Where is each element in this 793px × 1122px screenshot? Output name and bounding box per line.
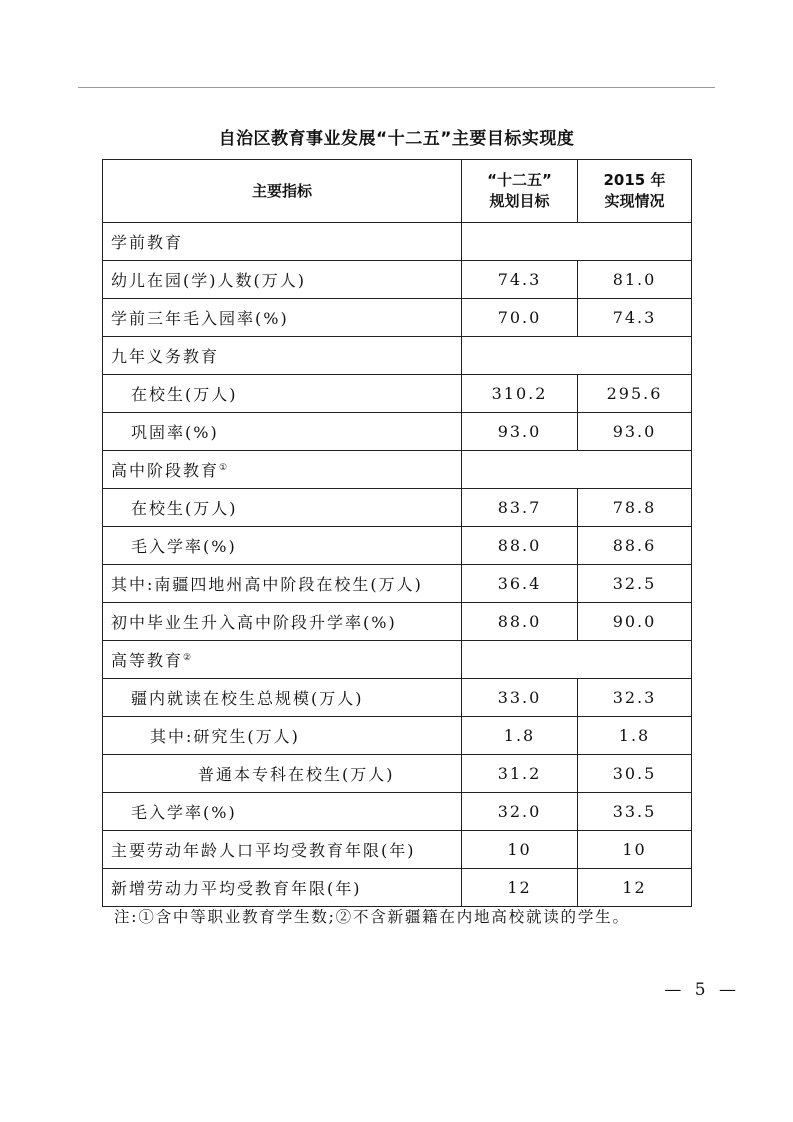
- target-value: 10: [462, 831, 578, 869]
- row-label: 在校生(万人): [103, 489, 462, 527]
- actual-value: 32.3: [578, 679, 692, 717]
- row-label: 毛入学率(%): [103, 793, 462, 831]
- row-label: 初中毕业生升入高中阶段升学率(%): [103, 603, 462, 641]
- header-actual: [578, 160, 692, 223]
- section-row: [103, 641, 692, 679]
- table-row: [103, 793, 692, 831]
- target-value: 31.2: [462, 755, 578, 793]
- row-label: 主要劳动年龄人口平均受教育年限(年): [103, 831, 462, 869]
- section-empty-cell: [462, 641, 692, 679]
- actual-value: 90.0: [578, 603, 692, 641]
- row-label: 学前三年毛入园率(%): [103, 299, 462, 337]
- actual-value: 30.5: [578, 755, 692, 793]
- row-label: 巩固率(%): [103, 413, 462, 451]
- table-row: [103, 299, 692, 337]
- actual-value: 33.5: [578, 793, 692, 831]
- table-row: [103, 375, 692, 413]
- actual-value: 12: [578, 869, 692, 907]
- header-actual-line2: 实现情况: [604, 192, 665, 210]
- target-value: 12: [462, 869, 578, 907]
- table-row: [103, 489, 692, 527]
- table-row: [103, 565, 692, 603]
- row-label: 其中:南疆四地州高中阶段在校生(万人): [103, 565, 462, 603]
- actual-value: 74.3: [578, 299, 692, 337]
- actual-value: 78.8: [578, 489, 692, 527]
- row-label: 高等教育②: [103, 641, 462, 679]
- actual-value: 88.6: [578, 527, 692, 565]
- target-value: 83.7: [462, 489, 578, 527]
- row-label: 高中阶段教育①: [103, 451, 462, 489]
- actual-value: 81.0: [578, 261, 692, 299]
- document-title: 自治区教育事业发展“十二五”主要目标实现度: [218, 129, 575, 149]
- target-value: 33.0: [462, 679, 578, 717]
- actual-value: 32.5: [578, 565, 692, 603]
- header-rule: [78, 87, 715, 88]
- target-value: 88.0: [462, 527, 578, 565]
- table-row: [103, 869, 692, 907]
- target-value: 93.0: [462, 413, 578, 451]
- actual-value: 93.0: [578, 413, 692, 451]
- target-value: 310.2: [462, 375, 578, 413]
- header-target-line1: “十二五”: [487, 171, 552, 189]
- page-number: — 5 —: [664, 980, 740, 1000]
- table-row: [103, 831, 692, 869]
- table-row: [103, 261, 692, 299]
- section-empty-cell: [462, 337, 692, 375]
- section-empty-cell: [462, 223, 692, 261]
- table-footnote: 注:①含中等职业教育学生数;②不含新疆籍在内地高校就读的学生。: [114, 908, 630, 926]
- row-label: 普通本专科在校生(万人): [103, 755, 462, 793]
- row-label: 学前教育: [103, 223, 462, 261]
- section-row: [103, 223, 692, 261]
- target-value: 32.0: [462, 793, 578, 831]
- target-value: 1.8: [462, 717, 578, 755]
- section-empty-cell: [462, 451, 692, 489]
- table-row: [103, 717, 692, 755]
- row-label: 疆内就读在校生总规模(万人): [103, 679, 462, 717]
- table-row: [103, 755, 692, 793]
- education-goals-table: [102, 159, 692, 907]
- footnote-marker: ①: [219, 463, 228, 473]
- row-label: 新增劳动力平均受教育年限(年): [103, 869, 462, 907]
- header-target: [462, 160, 578, 223]
- footnote-marker: ②: [183, 653, 192, 663]
- table-row: [103, 603, 692, 641]
- header-indicator: 主要指标: [103, 160, 462, 223]
- target-value: 74.3: [462, 261, 578, 299]
- section-row: [103, 337, 692, 375]
- header-target-line2: 规划目标: [489, 192, 550, 210]
- actual-value: 10: [578, 831, 692, 869]
- actual-value: 1.8: [578, 717, 692, 755]
- header-actual-line1: 2015 年: [603, 171, 666, 189]
- target-value: 70.0: [462, 299, 578, 337]
- target-value: 88.0: [462, 603, 578, 641]
- actual-value: 295.6: [578, 375, 692, 413]
- row-label: 九年义务教育: [103, 337, 462, 375]
- row-label: 在校生(万人): [103, 375, 462, 413]
- row-label: 其中:研究生(万人): [103, 717, 462, 755]
- row-label: 幼儿在园(学)人数(万人): [103, 261, 462, 299]
- table-row: [103, 679, 692, 717]
- table-row: [103, 413, 692, 451]
- target-value: 36.4: [462, 565, 578, 603]
- section-row: [103, 451, 692, 489]
- row-label: 毛入学率(%): [103, 527, 462, 565]
- table-row: [103, 527, 692, 565]
- table-header-row: [103, 160, 692, 223]
